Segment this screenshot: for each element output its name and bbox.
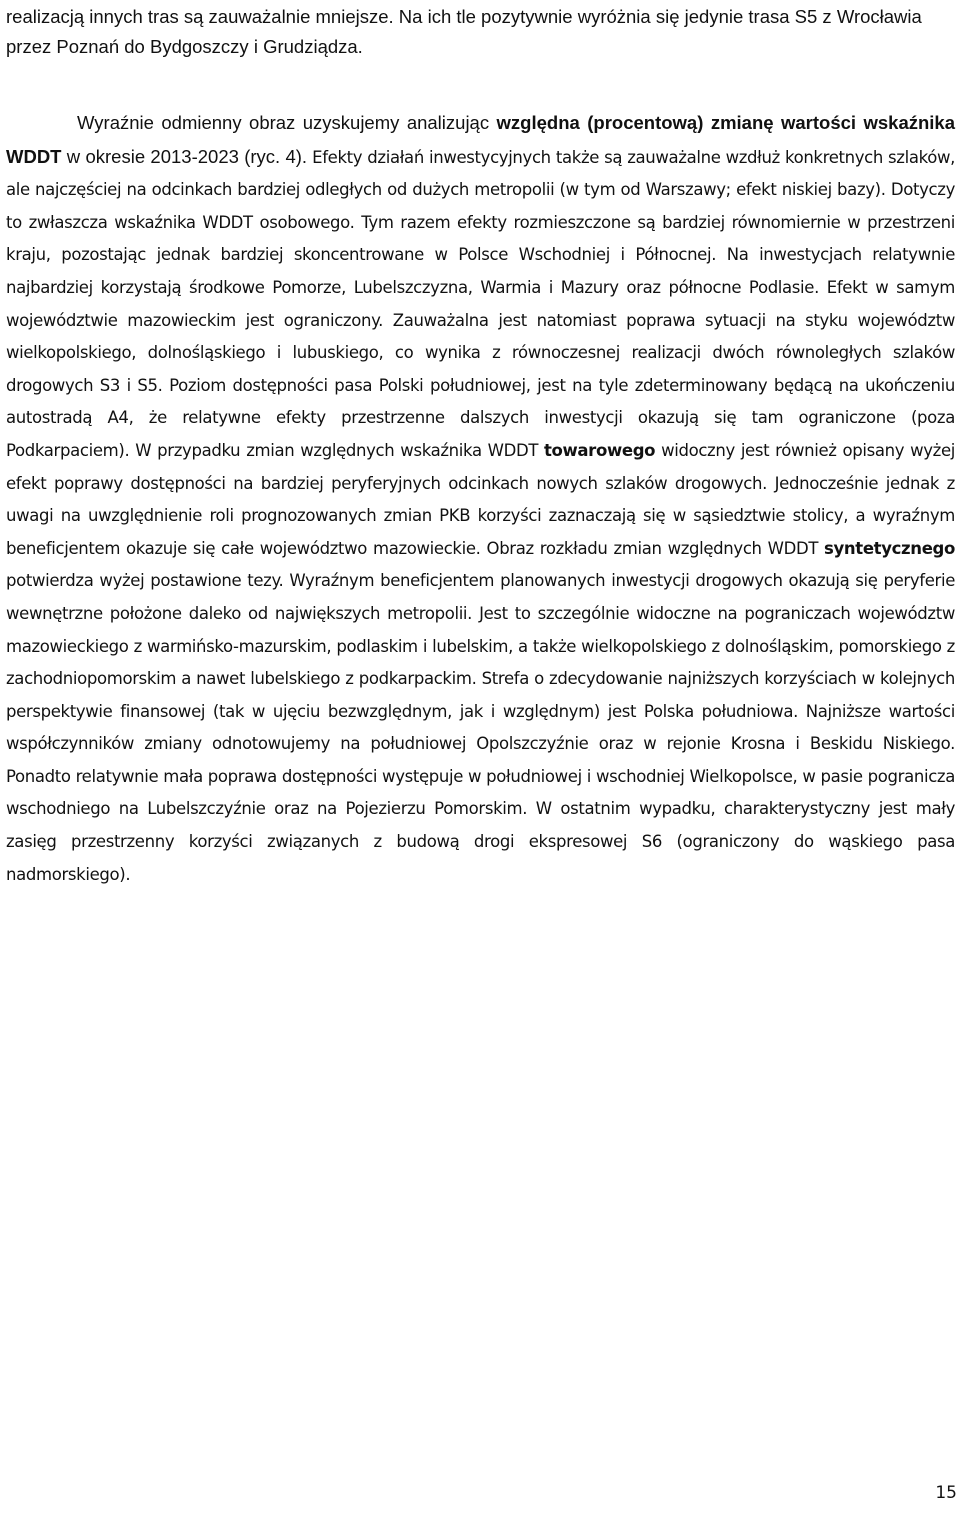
bold-word-syntetycznego: syntetycznego — [824, 538, 955, 558]
bold-word-towarowego: towarowego — [543, 440, 656, 460]
bold-phrase-relative-change: względna (procentową) zmianę wartości wskaźnika WDDT — [6, 112, 955, 167]
lead-text-end: w okresie 2013-2023 (ryc. 4). — [61, 145, 308, 167]
document-page — [6, 0, 955, 891]
paragraph-intro: realizacją innych tras są zauważalnie mniejsze. Na ich tle pozytywnie wyróżnia się jedynie trasa S5 z Wrocławia przez Poznań do Bydgoszczy i Grudziądza. — [6, 6, 922, 57]
body-text-3: potwierdza wyżej postawione tezy. Wyraźnym beneficjentem planowanych inwestycji drogowych okazują się peryferie wewnętrzne położone daleko od największych metropolii. Jest to szczególnie widoczne na pograniczach województw mazowieckiego z warmińsko-mazurskim, podlaskim i lubelskim, a także wielkopolskiego z dolnośląskim, pomorskiego z zachodniopomorskim a nawet lubelskiego z podkarpackim. Strefa o zdecydowanie najniższych korzyściach w kolejnych perspektywie finansowej (tak w ujęciu bezwzględnym, jak i względnym) jest Polska południowa. Najniższe wartości współczynników zmiany odnotowujemy na południowej Opolszczyźnie oraz w rejonie Krosna i Beskidu Niskiego. Ponadto relatywnie mała poprawa dostępności występuje w południowej i wschodniej Wielkopolsce, w pasie pogranicza wschodniego na Lubelszczyźnie oraz na Pojezierzu Pomorskim. W ostatnim wypadku, charakterystyczny jest mały zasięg przestrzenny korzyści związanych z budową drogi ekspresowej S6 (ograniczony do wąskiego pasa nadmorskiego). — [6, 571, 955, 884]
page-number: 15 — [935, 1483, 957, 1503]
paragraph-main — [6, 107, 955, 891]
body-text-2: widoczny jest również opisany wyżej efekt poprawy dostępności na bardziej peryferyjnych odcinkach nowych szlaków drogowych. Jednocześnie jednak z uwagi na uwzględnienie roli prognozowanych zmian PKB korzyści zaznaczają się w sąsiedztwie stolicy, a wyraźnym beneficjentem okazuje się całe województwo mazowieckie. Obraz rozkładu zmian względnych WDDT — [6, 440, 955, 558]
lead-text: Wyraźnie odmienny obraz uzyskujemy analizując — [77, 112, 497, 133]
body-text-1: Efekty działań inwestycyjnych także są zauważalne wzdłuż konkretnych szlaków, ale najczęściej na odcinkach bardziej odległych od dużych metropolii (w tym od Warszawy; efekt niskiej bazy). Dotyczy to zwłaszcza wskaźnika WDDT osobowego. Tym razem efekty rozmieszczone są bardziej równomiernie w przestrzeni kraju, pozostając jednak bardziej skoncentrowane w Polsce Wschodniej i Północnej. Na inwestycjach relatywnie najbardziej korzystają środkowe Pomorze, Lubelszczyzna, Warmia i Mazury oraz północne Podlasie. Efekt w samym województwie mazowieckim jest ograniczony. Zauważalna jest natomiast poprawa sytuacji na styku województw wielkopolskiego, dolnośląskiego i lubuskiego, co wynika z równoczesnej realizacji dwóch równoległych szlaków drogowych S3 i S5. Poziom dostępności pasa Polski południowej, jest na tyle zdeterminowany będącą na ukończeniu autostradą A4, że relatywne efekty przestrzenne dalszych inwestycji okazują się tam ograniczone (poza Podkarpaciem). W przypadku zmian względnych wskaźnika WDDT — [6, 147, 956, 460]
